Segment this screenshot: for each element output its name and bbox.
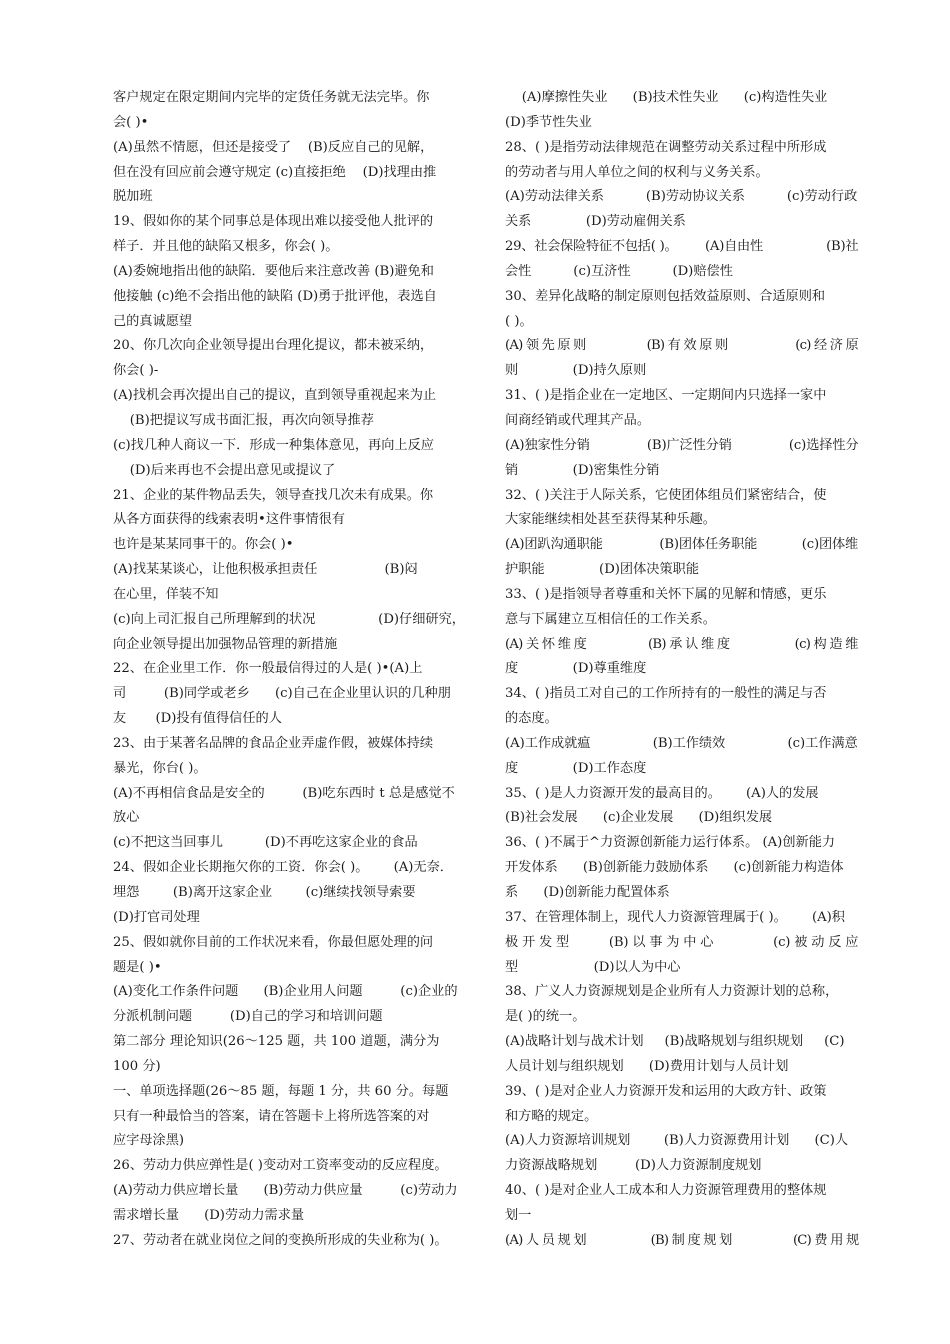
text-line: (c)找几种人商议一下．形成一种集体意见，再向上反应 [113, 437, 434, 453]
text-line: 36、( )不属于^力资源创新能力运行体系。 (A)创新能力 [505, 835, 836, 851]
text-line: 33、( )是指领导者尊重和关怀下属的见解和情感，更乐 [505, 586, 827, 602]
text-line: (A) 领 先 原 则 (B) 有 效 原 则 (c) 经 济 原 [505, 338, 858, 354]
text-line: 脱加班 [113, 189, 153, 205]
text-line: 从各方面获得的线索表明•这件事情很有 [113, 512, 345, 528]
text-line: (A)变化工作条件问题 (B)企业用人问题 (c)企业的 [113, 984, 458, 1000]
text-line: 力资源战略规划 (D)人力资源制度规划 [505, 1158, 762, 1174]
text-line: 度 (D)尊重维度 [505, 661, 647, 677]
text-line: 会( )• [113, 114, 149, 130]
text-line: (A)人力资源培训规划 (B)人力资源费用计划 (C)人 [505, 1133, 849, 1149]
text-line: 21、企业的某件物品丢失，领导查找几次未有成果。你 [113, 487, 434, 503]
text-line: 在心里，佯装不知 [113, 586, 219, 602]
text-line: 35、( )是人力资源开发的最高目的。 (A)人的发展 [505, 785, 819, 801]
text-line: 埋怨 (B)离开这家企业 (c)继续找领导索要 [113, 885, 416, 900]
text-line: 32、( )关注于人际关系，它使团体组员们紧密结合，使 [505, 487, 827, 503]
text-line: 第二部分 理论知识(26～125 题，共 100 道题，满分为 [113, 1034, 440, 1050]
text-line: 是( )的统一。 [505, 1009, 586, 1025]
text-line: (A) 关 怀 维 度 (B) 承 认 维 度 (c) 构 造 维 [505, 636, 858, 652]
text-line: 27、劳动者在就业岗位之间的变换所形成的失业称为( )。 [113, 1232, 448, 1248]
text-line: 意与下属建立互相信任的工作关系。 [505, 611, 716, 627]
text-line: (A)找某某谈心，让他积极承担责任 (B)闷 [113, 562, 418, 578]
text-line: 的态度。 [505, 711, 558, 727]
text-line: (A)委婉地指出他的缺陷．要他后来注意改善 (B)避免和 [113, 263, 434, 279]
text-line: 只有一种最恰当的答案，请在答题卡上将所选答案的对 [113, 1108, 430, 1124]
text-line: (A)虽然不情愿，但还是接受了 (B)反应自己的见解， [113, 139, 434, 155]
text-line: 也许是某某同事干的。你会( )• [113, 537, 294, 553]
text-line: (A)独家性分销 (B)广泛性分销 (c)选择性分 [505, 437, 859, 453]
text-line: 应字母涂黑) [113, 1133, 185, 1149]
text-line: 销 (D)密集性分销 [505, 462, 660, 478]
text-line: 19、假如你的某个同事总是体现出难以接受他人批评的 [113, 214, 434, 230]
text-line: 大家能继续相处甚至获得某种乐趣。 [505, 512, 716, 528]
text-line: 39、( )是对企业人力资源开发和运用的大政方针、政策 [505, 1083, 827, 1099]
text-line: (A)战略计划与战术计划 (B)战略规划与组织规划 (C) [505, 1034, 845, 1050]
left-column [113, 86, 466, 1254]
text-line: 间商经销或代理其产品。 [505, 412, 651, 428]
text-line: 34、( )指员工对自己的工作所持有的一般性的满足与否 [505, 686, 827, 702]
text-line: 关系 (D)劳动雇佣关系 [505, 214, 686, 230]
text-line: 型 (D)以人为中心 [505, 959, 681, 975]
text-line: 人员计划与组织规划 (D)费用计划与人员计划 [505, 1058, 789, 1074]
text-line: (A)不再相信食品是安全的 (B)吃东西时 t 总是感觉不 [113, 785, 455, 801]
text-line: (A)工作成就瘟 (B)工作绩效 (c)工作满意 [505, 735, 858, 751]
text-line: (D)后来再也不会提出意见或提议了 [113, 462, 336, 478]
text-line: 38、广义人力资源规划是企业所有人力资源计划的总称， [505, 984, 839, 1000]
text-line: 己的真诚愿望 [113, 313, 193, 329]
text-line: 度 (D)工作态度 [505, 760, 647, 776]
text-line: 26、劳动力供应弹性是( )变动对工资率变动的反应程度。 [113, 1158, 448, 1174]
text-line: 20、你几次向企业领导提出台理化提议，都未被采纳， [113, 338, 434, 354]
text-line: (B)社会发展 (c)企业发展 (D)组织发展 [505, 810, 773, 826]
text-line: 极 开 发 型 (B) 以 事 为 中 心 (c) 被 动 反 应 [505, 934, 859, 950]
text-line: 但在没有回应前会遵守规定 (c)直接拒绝 (D)找理由推 [113, 164, 437, 180]
text-line: 28、( )是指劳动法律规范在调整劳动关系过程中所形成 [505, 139, 827, 155]
text-line: 他接触 (c)绝不会指出他的缺陷 (D)勇于批评他，表选自 [113, 288, 437, 304]
text-line: 划一 [505, 1207, 532, 1223]
text-line: 暴光，你台( )。 [113, 760, 207, 776]
text-line: 护职能 (D)团体决策职能 [505, 562, 700, 578]
text-line: 25、假如就你目前的工作状况来看，你最但愿处理的问 [113, 934, 434, 950]
text-line: (A)找机会再次提出自己的提议，直到领导重视起来为止 [113, 388, 437, 404]
text-line: 需求增长量 (D)劳动力需求量 [113, 1207, 305, 1223]
text-line: 22、在企业里工作．你一般最信得过的人是( )•(A)上 [113, 661, 423, 677]
text-line: 你会( )- [113, 363, 159, 379]
text-line: 30、差异化战略的制定原则包括效益原则、合适原则和 [505, 288, 826, 304]
text-line: (A)团趴沟通职能 (B)团体任务职能 (c)团体维 [505, 537, 859, 553]
text-line: 客户规定在限定期间内完毕的定货任务就无法完毕。你 [113, 90, 430, 105]
text-line: 题是( )• [113, 959, 162, 975]
text-line: 一、单项选择题(26～85 题，每题 1 分，共 60 分。每题 [113, 1083, 449, 1099]
text-line: 会性 (c)互济性 (D)赔偿性 [505, 263, 733, 279]
text-line: 则 (D)持久原则 [505, 363, 647, 379]
text-line: 向企业领导提出加强物品管理的新措施 [113, 636, 338, 652]
text-line: 开发体系 (B)创新能力鼓励体系 (c)创新能力构造体 [505, 860, 844, 876]
text-line: 37、在管理体制上，现代人力资源管理属于( )。 (A)积 [505, 909, 845, 925]
text-line: 40、( )是对企业人工成本和人力资源管理费用的整体规 [505, 1183, 827, 1199]
text-line: (c)不把这当回事儿 (D)不再吃这家企业的食品 [113, 835, 418, 851]
text-line: 的劳动者与用人单位之间的权利与义务关系。 [505, 164, 769, 180]
text-line: 司 (B)同学或老乡 (c)自己在企业里认识的几种朋 [113, 686, 451, 702]
text-line: 样子．并且他的缺陷又根多，你会( )。 [113, 239, 339, 255]
text-line: (D)季节性失业 [505, 114, 592, 130]
text-line: 29、社会保险特征不包括( )。 (A)自由性 (B)社 [505, 239, 859, 255]
text-line: 和方略的规定。 [505, 1108, 598, 1124]
text-line: (D)打官司处理 [113, 909, 200, 925]
text-line: 31、( )是指企业在一定地区、一定期间内只选择一家中 [505, 388, 827, 404]
text-line: (A) 人 员 规 划 (B) 制 度 规 划 (C) 费 用 规 [505, 1232, 859, 1248]
text-line: 系 (D)创新能力配置体系 [505, 885, 670, 900]
text-line: 23、由于某著名品牌的食品企业弄虚作假，被媒体持续 [113, 735, 434, 751]
text-line: (c)向上司汇报自己所理解到的状况 (D)仔细研究， [113, 611, 465, 627]
text-line: (A)劳动力供应增长量 (B)劳动力供应量 (c)劳动力 [113, 1183, 458, 1199]
text-line: 100 分) [113, 1058, 161, 1074]
text-line: (B)把提议写成书面汇报，再次向领导推荐 [113, 412, 374, 428]
text-line: 放心 [113, 810, 140, 826]
right-column [505, 86, 858, 1254]
text-line: (A)劳动法律关系 (B)劳动协议关系 (c)劳动行政 [505, 189, 858, 205]
text-line: ( )。 [505, 313, 533, 329]
text-line: (A)摩擦性失业 (B)技术性失业 (c)构造性失业 [505, 90, 828, 105]
text-line: 友 (D)投有值得信任的人 [113, 711, 282, 727]
text-line: 24、假如企业长期拖欠你的工资．你会( )。 (A)无奈． [113, 860, 453, 876]
text-line: 分派机制问题 (D)自己的学习和培训问题 [113, 1009, 383, 1025]
